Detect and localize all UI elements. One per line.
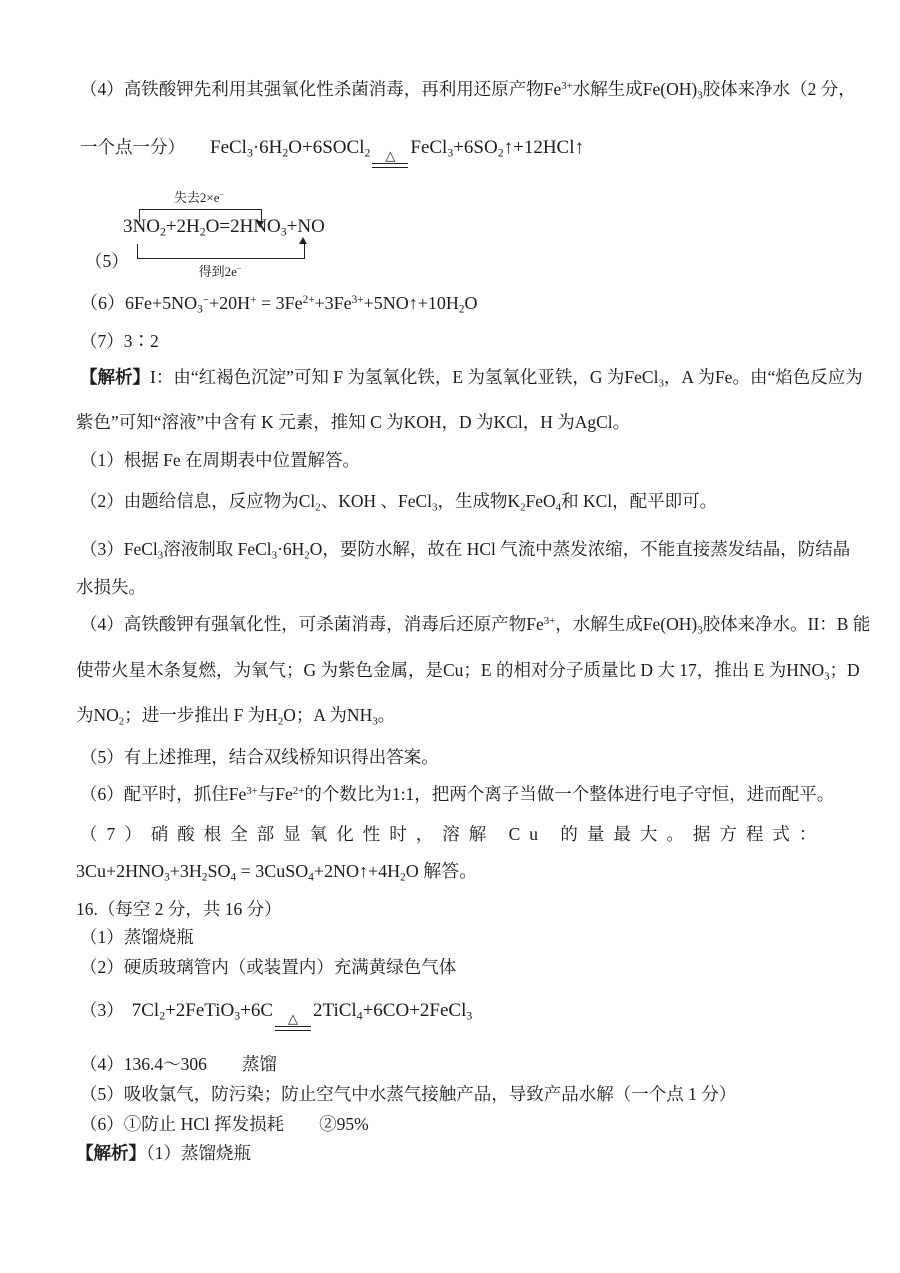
q16-header: 16.（每空 2 分，共 16 分） [76, 899, 282, 919]
q16-answer2: （2）硬质玻璃管内（或装置内）充满黄绿色气体 [80, 957, 457, 977]
q15-answer5-number: （5） [85, 251, 129, 271]
q15-analysis-5: （5）有上述推理，结合双线桥知识得出答案。 [80, 747, 439, 767]
bridge-gain-label: 得到2e− [198, 264, 242, 279]
q15-analysis-2: （2）由题给信息，反应物为$Cl_2$、KOH 、FeCl$_3$，生成物$K_2FeO_4$和 KCl，配平即可。 [80, 491, 718, 514]
reaction-condition-delta-2 [275, 1011, 311, 1031]
double-line-equals-2 [275, 1026, 311, 1031]
bridge-equation: $3NO_2+2H_2O=2HNO_3+NO$ [123, 216, 325, 239]
q15-analysis-4-line1: （4）高铁酸钾有强氧化性，可杀菌消毒，消毒后还原产物$Fe^{3+}$，水解生成$Fe(OH)_3$胶体来净水。II：B 能 [80, 614, 871, 637]
q16-answer3-number: （3） [80, 1000, 124, 1020]
q16-answer3 [80, 999, 472, 1031]
q16-analysis-line [76, 1142, 251, 1165]
q15-answer4-line2-prefix: 一个点一分） [80, 137, 185, 157]
q16-answer6: （6）①防止 HCl 挥发损耗 ②95% [80, 1114, 369, 1134]
q15-analysis-line1 [80, 366, 863, 389]
q15-analysis-6: （6）配平时，抓住$Fe^{3+}$与$Fe^{2+}$的个数比为1:1，把两个离子当做一个整体进行电子守恒，进而配平。 [80, 784, 835, 804]
q15-analysis-line2: 紫色”可知“溶液”中含有 K 元素，推知 C 为KOH，D 为KCl，H 为AgCl。 [76, 412, 631, 432]
double-bridge-diagram [85, 186, 445, 282]
delta-icon-2: △ [288, 1011, 299, 1026]
q15-analysis-3-line1: （3）FeCl$_3$溶液制取 $FeCl_3\cdot 6H_2O$，要防水解，故在 HCl 气流中蒸发浓缩，不能直接蒸发结晶，防结晶 [80, 539, 851, 562]
q15-answer4-line2 [80, 136, 584, 168]
double-line-equals [372, 163, 408, 168]
q15-analysis-line1-text: I：由“红褐色沉淀”可知 F 为氢氧化铁，E 为氢氧化亚铁，G 为FeCl$_3$，A 为Fe。由“焰色反应为 [150, 367, 863, 390]
q15-answer7: （7）3∶2 [80, 331, 159, 351]
equation-fecl3-socl2-left: $FeCl_3\cdot 6H_2O+6SOCl_2$ [210, 137, 371, 160]
q16-analysis-text: （1）蒸馏烧瓶 [146, 1143, 251, 1163]
q16-answer5: （5）吸收氯气，防污染；防止空气中水蒸气接触产品，导致产品水解（一个点 1 分） [80, 1084, 737, 1104]
q15-answer6-equation: $(6)6Fe+5NO_3^-+20H^+$ = $3Fe^{2+}+3Fe^{3+}+5NO↑+10H_2O$ [80, 293, 478, 316]
equation-fecl3-socl2-right: $FeCl_3+6SO_2↑+12HCl↑$ [410, 137, 585, 160]
analysis-label-2: 【解析】 [76, 1143, 146, 1163]
q15-analysis-7-equation: $3Cu+2HNO_3+3H_2SO_4$ = $3CuSO_4+2NO↑+4H_2O$ 解答。 [76, 861, 478, 884]
bridge-lose-label: 失去2×e− [173, 190, 225, 205]
delta-icon: △ [385, 148, 396, 163]
q15-analysis-4-line3: 为$NO_2$；进一步推出 F 为$H_2O$；A 为$NH_3$。 [76, 705, 396, 728]
q15-analysis-3-line2: 水损失。 [76, 577, 146, 597]
q16-answer1: （1）蒸馏烧瓶 [80, 927, 194, 947]
bridge-bottom-bracket [137, 244, 305, 259]
q15-answer4-line1: （4）高铁酸钾先利用其强氧化性杀菌消毒，再利用还原产物$Fe^{3+}$水解生成$Fe(OH)_3$胶体来净水（2 分， [80, 79, 856, 102]
reaction-condition-delta [372, 148, 408, 168]
q15-analysis-4-line2: 使带火星木条复燃，为氧气；G 为紫色金属，是Cu；E 的相对分子质量比 D 大 17，推出 E 为$HNO_3$；D [76, 660, 860, 683]
analysis-label: 【解析】 [80, 367, 150, 387]
q15-analysis-7-text: （7）硝酸根全部显氧化性时，溶解 Cu 的量最大。据方程式： [80, 824, 826, 844]
q15-analysis-1: （1）根据 Fe 在周期表中位置解答。 [80, 450, 360, 470]
equation-ticl4-left: $7Cl_2+2FeTiO_3+6C$ [131, 1000, 274, 1023]
q16-answer4: （4）136.4～306 蒸馏 [80, 1054, 277, 1074]
bridge-arrow-up-icon [299, 237, 307, 244]
equation-ticl4-right: 2TiCl$_4$+6CO+2FeCl$_3$ [313, 1000, 473, 1023]
